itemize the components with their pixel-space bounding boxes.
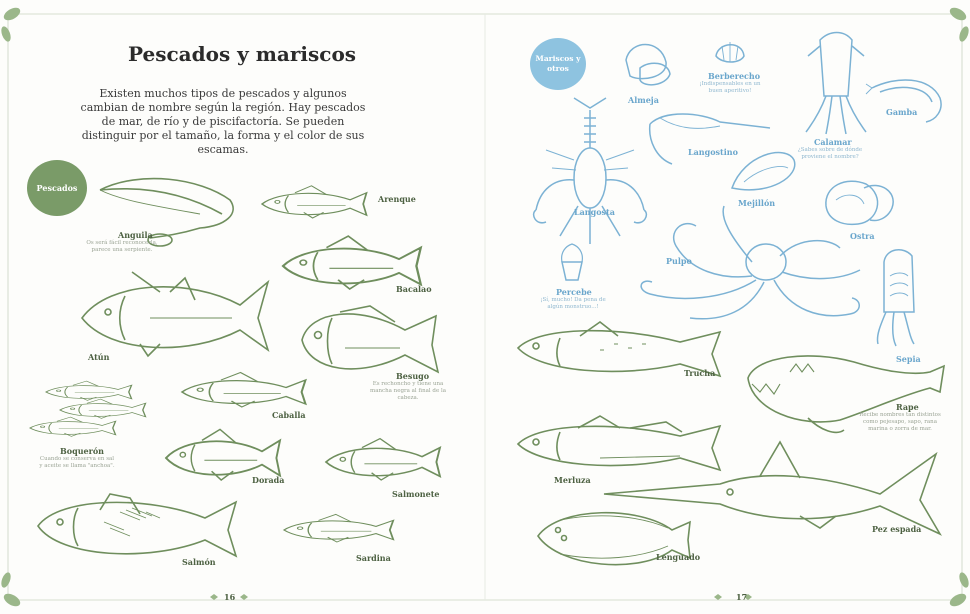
- dorada-illustration: [166, 429, 280, 480]
- label-salmonete: Salmonete: [392, 489, 440, 499]
- sardina-illustration: [284, 514, 393, 542]
- label-dorada: Dorada: [252, 475, 285, 485]
- salmon-illustration: [38, 494, 236, 556]
- label-sardina: Sardina: [356, 553, 391, 563]
- caballa-illustration: [182, 373, 306, 408]
- langosta-illustration: [534, 98, 647, 244]
- label-bacalao: Bacalao: [396, 284, 432, 294]
- besugo-illustration: [302, 306, 438, 372]
- label-pez-espada: Pez espada: [872, 524, 922, 534]
- note-besugo: Es rechoncho y tiene una mancha negra al final de la cabeza.: [369, 381, 446, 401]
- label-berberecho: Berberecho: [708, 71, 761, 81]
- label-almeja: Almeja: [628, 95, 659, 105]
- label-boqueron: Boquerón: [60, 446, 104, 456]
- note-berberecho: ¡Indispensables en un buen aperitivo!: [699, 81, 761, 94]
- label-besugo: Besugo: [396, 371, 430, 381]
- atun-illustration: [82, 272, 268, 356]
- label-atun: Atún: [88, 352, 110, 362]
- label-trucha: Trucha: [684, 368, 716, 378]
- mariscos-badge: Mariscos y otros: [530, 38, 586, 90]
- label-anguila: Anguila: [118, 230, 153, 240]
- calamar-illustration: [806, 33, 866, 135]
- note-percebe: ¡Sí, mucho! Da pena de algún monstruo...!: [540, 297, 606, 310]
- page-number-right: 17: [736, 592, 748, 602]
- label-langostino: Langostino: [688, 147, 738, 157]
- note-anguila: Os será fácil reconocerla, parece una serpiente.: [86, 240, 158, 253]
- intro-paragraph: Existen muchos tipos de pescados y algunos cambian de nombre según la región. Hay pescados de mar, de río y de piscifactoría. Se pueden distinguir por el tamaño, la forma y el color de sus escamas.: [80, 87, 366, 156]
- label-sepia: Sepia: [896, 354, 921, 364]
- page-number-left: 16: [224, 592, 236, 602]
- note-calamar: ¿Sabes sobre de dónde proviene el nombre?: [797, 147, 863, 160]
- label-merluza: Merluza: [554, 475, 591, 485]
- sepia-illustration: [877, 250, 914, 346]
- label-caballa: Caballa: [272, 410, 306, 420]
- pescados-badge: Pescados: [27, 160, 87, 216]
- boqueron-illustration-1: [46, 381, 132, 400]
- label-calamar: Calamar: [814, 137, 852, 147]
- label-langosta: Langosta: [574, 207, 615, 217]
- label-pulpo: Pulpo: [666, 256, 692, 266]
- label-salmon: Salmón: [182, 557, 216, 567]
- label-arenque: Arenque: [378, 194, 416, 204]
- ostra-illustration: [826, 181, 893, 224]
- boqueron-illustration-3: [30, 417, 116, 436]
- bacalao-illustration: [283, 236, 421, 289]
- note-rape: Recibe nombres tan distintos como pejesapo, sapo, rana marina o zorra de mar.: [859, 412, 941, 432]
- label-gamba: Gamba: [886, 107, 918, 117]
- merluza-illustration: [518, 416, 720, 470]
- salmonete-illustration: [326, 439, 440, 480]
- page-title: Pescados y mariscos: [128, 42, 357, 66]
- mejillon-illustration: [732, 153, 795, 190]
- label-rape: Rape: [896, 402, 919, 412]
- arenque-illustration: [262, 186, 367, 218]
- label-lenguado: Lenguado: [656, 552, 701, 562]
- label-percebe: Percebe: [556, 287, 592, 297]
- almeja-illustration: [626, 45, 670, 85]
- label-mejillon: Mejillón: [738, 198, 776, 208]
- boqueron-illustration-2: [60, 399, 146, 418]
- label-ostra: Ostra: [850, 231, 875, 241]
- percebe-illustration: [562, 244, 583, 280]
- berberecho-illustration: [716, 42, 744, 62]
- note-boqueron: Cuando se conserva en sal y aceite se llama "anchoa".: [39, 456, 115, 469]
